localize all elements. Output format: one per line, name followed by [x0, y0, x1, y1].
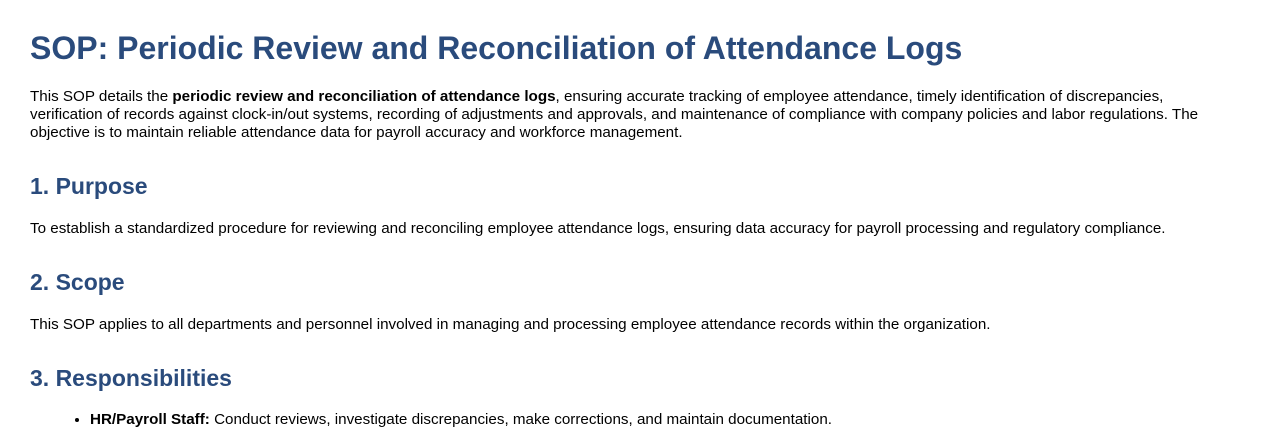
list-item — [90, 411, 832, 429]
intro-suffix: , ensuring accurate tracking of employee attendance, timely identification of discrepancies, verification of records against clock-in/out systems, recording of adjustments and approvals, and maintenance of compliance with company policies and labor regulations. The objective is to maintain reliable attendance data for payroll accuracy and workforce management. — [30, 88, 1199, 141]
list-item-role: HR/Payroll Staff: — [90, 411, 210, 428]
intro-prefix: This SOP details the — [30, 88, 173, 105]
section-heading-responsibilities: 3. Responsibilities — [30, 365, 232, 391]
intro-paragraph — [30, 88, 1240, 142]
section-text-scope: This SOP applies to all departments and personnel involved in managing and processing employee attendance records within the organization. — [30, 316, 991, 333]
section-heading-scope: 2. Scope — [30, 269, 125, 295]
page-title: SOP: Periodic Review and Reconciliation of Attendance Logs — [30, 30, 963, 66]
section-text-purpose: To establish a standardized procedure for reviewing and reconciling employee attendance logs, ensuring data accuracy for payroll processing and regulatory compliance. — [30, 220, 1166, 237]
intro-bold-phrase: periodic review and reconciliation of attendance logs — [172, 88, 556, 105]
responsibilities-list — [30, 411, 832, 429]
list-item-text: Conduct reviews, investigate discrepancies, make corrections, and maintain documentation. — [209, 411, 833, 428]
section-heading-purpose: 1. Purpose — [30, 173, 148, 199]
